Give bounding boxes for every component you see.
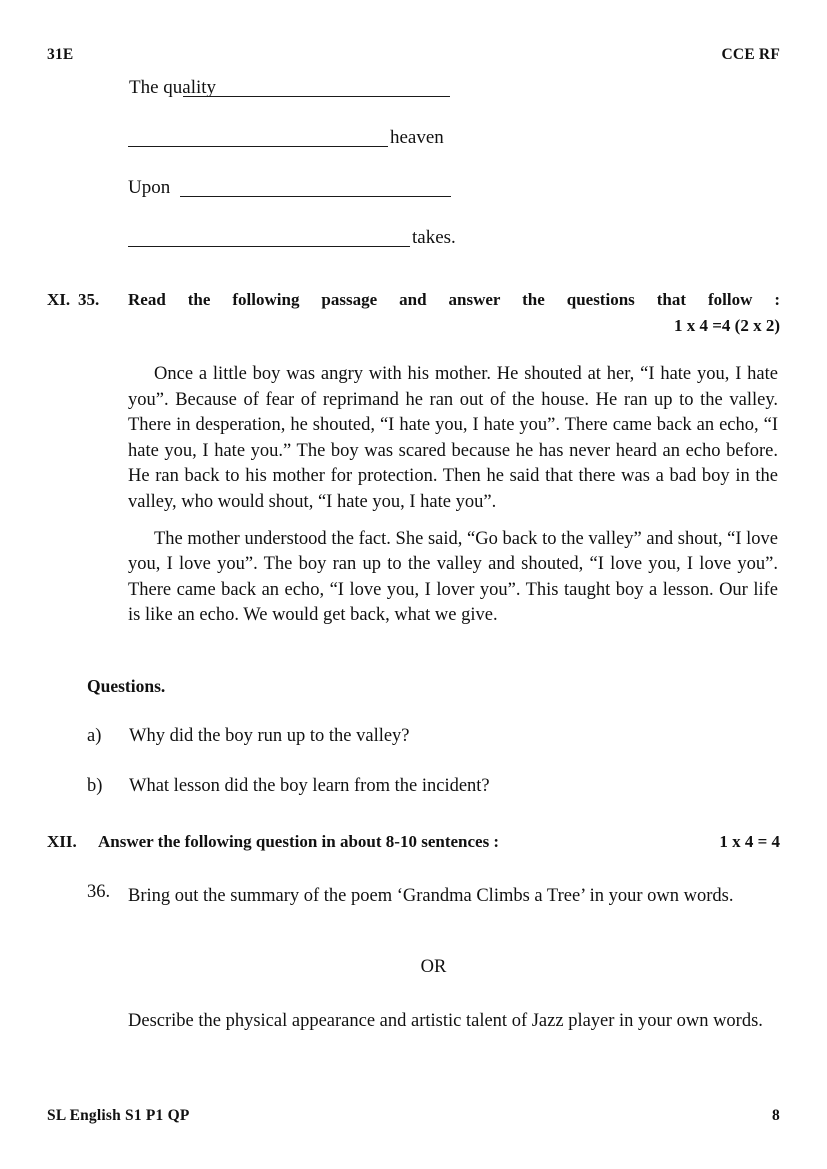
list-item	[0, 726, 827, 776]
fill-row	[0, 120, 827, 170]
question-text-b: What lesson did the boy learn from the incident?	[129, 776, 490, 796]
page-number: 8	[772, 1107, 780, 1124]
section-xi-title: Read the following passage and answer the questions that follow :	[128, 290, 780, 309]
section-xi-heading-row	[0, 290, 827, 316]
question-marker-a: a)	[87, 726, 102, 746]
section-xi-question-number: 35.	[78, 290, 100, 309]
passage-paragraph: The mother understood the fact. She said, “Go back to the valley” and shout, “I love you, I love you”. The boy ran up to the valley and shouted, “I love you, I love you”. There came back an echo, “I love you, I lover you”. This taught boy a lesson. Our life is like an echo. We would get back, what we give.	[128, 528, 778, 626]
page-footer	[47, 1107, 780, 1129]
question-36-number: 36.	[87, 882, 111, 902]
answer-blank-line[interactable]	[183, 96, 450, 97]
questions-heading: Questions.	[87, 676, 166, 696]
section-xii-roman: XII.	[47, 832, 77, 851]
section-xii-marks: 1 x 4 = 4	[719, 832, 780, 851]
fill-in-the-blanks-block	[0, 70, 827, 270]
board-label: CCE RF	[721, 46, 780, 63]
fill-label-takes: takes.	[412, 227, 456, 248]
questions-list	[0, 726, 827, 826]
question-36-alternate-text: Describe the physical appearance and artistic talent of Jazz player in your own words.	[128, 1011, 763, 1031]
question-text-a: Why did the boy run up to the valley?	[129, 726, 410, 746]
page-header	[47, 46, 780, 68]
section-xi-roman: XI.	[47, 290, 71, 309]
list-item	[0, 776, 827, 826]
section-xi-marks: 1 x 4 =4 (2 x 2)	[673, 316, 780, 335]
paper-code: 31E	[47, 46, 74, 63]
question-marker-b: b)	[87, 776, 103, 796]
fill-row	[0, 70, 827, 120]
reading-passage	[128, 362, 778, 640]
fill-label-heaven: heaven	[390, 127, 444, 148]
section-xii-title: Answer the following question in about 8-10 sentences :	[98, 832, 500, 851]
fill-row	[0, 170, 827, 220]
fill-label-upon: Upon	[128, 177, 171, 198]
paper-identifier: SL English S1 P1 QP	[47, 1107, 190, 1124]
answer-blank-line[interactable]	[180, 196, 451, 197]
or-divider: OR	[420, 957, 447, 977]
section-xi	[0, 290, 827, 335]
passage-paragraph: Once a little boy was angry with his mother. He shouted at her, “I hate you, I hate you”. Because of fear of reprimand he ran out of the house. He ran up to the valley. There in desperation, he shouted, “I hate you, I hate you”. There came back an echo, “I hate you, I hate you.” The boy was scared because he has never heard an echo before. He ran back to his mother for protection. Then he said that there was a bad boy in the valley, who would shout, “I hate you, I hate you”.	[128, 364, 778, 512]
question-36-text: Bring out the summary of the poem ‘Grandma Climbs a Tree’ in your own words.	[128, 886, 734, 906]
answer-blank-line[interactable]	[128, 146, 388, 147]
fill-label-the-quality: The quality	[129, 77, 217, 98]
answer-blank-line[interactable]	[128, 246, 410, 247]
fill-row	[0, 220, 827, 270]
